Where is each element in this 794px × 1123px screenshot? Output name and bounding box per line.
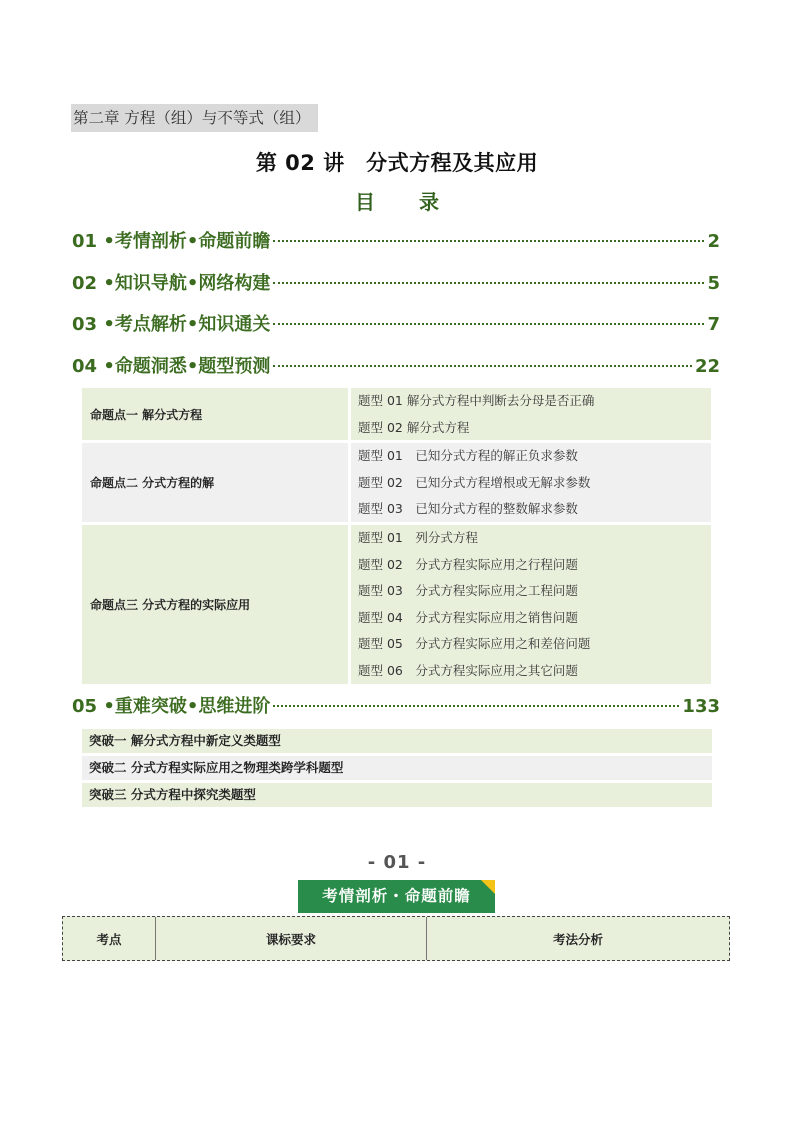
toc-entry-label: 02 •知识导航•网络构建	[72, 273, 271, 294]
section-banner	[298, 880, 495, 913]
question-type-item[interactable]: 题型 02 解分式方程	[358, 419, 470, 435]
toc-leader-dots	[273, 705, 679, 707]
toc-entry-page: 5	[707, 273, 720, 294]
toc-title: 目 录	[355, 190, 451, 214]
question-type-item[interactable]: 题型 06 分式方程实际应用之其它问题	[358, 662, 578, 678]
question-type-item[interactable]: 题型 03 已知分式方程的整数解求参数	[358, 501, 578, 517]
question-type-item[interactable]: 题型 03 分式方程实际应用之工程问题	[358, 583, 578, 599]
toc-leader-dots	[273, 240, 704, 242]
section-number: - 01 -	[367, 852, 427, 873]
toc-leader-dots	[273, 282, 704, 284]
lecture-title: 第 02 讲 分式方程及其应用	[255, 151, 539, 175]
toc-entry-page: 133	[682, 696, 720, 717]
table-header-kaodian: 考点	[96, 931, 122, 947]
question-type-item[interactable]: 题型 01 解分式方程中判断去分母是否正确	[358, 393, 595, 408]
section-banner-text: 考情剖析・命题前瞻	[322, 887, 471, 905]
toc-leader-dots	[273, 323, 704, 325]
question-type-item[interactable]: 题型 01 列分式方程	[358, 530, 478, 545]
breakthrough-item[interactable]: 突破一 解分式方程中新定义类题型	[82, 729, 712, 753]
question-type-item[interactable]: 题型 04 分式方程实际应用之销售问题	[358, 609, 578, 625]
proposition-types-1	[351, 388, 711, 440]
toc-entry-page: 7	[707, 314, 720, 335]
toc-entry-page: 22	[694, 356, 720, 377]
breakthrough-item[interactable]: 突破三 分式方程中探究类题型	[82, 783, 712, 807]
toc-entry-page: 2	[707, 231, 720, 252]
toc-entry-04[interactable]	[72, 353, 720, 381]
proposition-point-1[interactable]: 命题点一 解分式方程	[82, 388, 348, 440]
question-type-item[interactable]: 题型 01 已知分式方程的解正负求参数	[358, 448, 578, 463]
toc-entry-label: 05 •重难突破•思维进阶	[72, 696, 271, 717]
toc-entry-label: 04 •命题洞悉•题型预测	[72, 356, 271, 377]
question-type-item[interactable]: 题型 05 分式方程实际应用之和差倍问题	[358, 636, 591, 652]
chapter-header: 第二章 方程（组）与不等式（组）	[71, 104, 318, 132]
proposition-types-3	[351, 525, 711, 684]
proposition-point-3[interactable]: 命题点三 分式方程的实际应用	[82, 525, 348, 684]
proposition-table	[82, 388, 712, 684]
toc-entry-03[interactable]	[72, 311, 720, 339]
toc-entry-05[interactable]	[72, 693, 720, 721]
toc-leader-dots	[273, 365, 692, 367]
toc-entry-01[interactable]	[72, 228, 720, 256]
question-type-item[interactable]: 题型 02 已知分式方程增根或无解求参数	[358, 474, 591, 490]
table-header-analysis: 考法分析	[426, 917, 729, 960]
banner-corner-decoration	[481, 880, 495, 894]
table-header-curriculum: 课标要求	[155, 917, 426, 960]
proposition-point-2[interactable]: 命题点二 分式方程的解	[82, 443, 348, 522]
toc-entry-label: 01 •考情剖析•命题前瞻	[72, 231, 271, 252]
question-type-item[interactable]: 题型 02 分式方程实际应用之行程问题	[358, 556, 578, 572]
toc-entry-02[interactable]	[72, 270, 720, 298]
kaodian-table-header	[62, 916, 730, 961]
proposition-types-2	[351, 443, 711, 522]
breakthrough-list	[82, 729, 712, 810]
breakthrough-item[interactable]: 突破二 分式方程实际应用之物理类跨学科题型	[82, 756, 712, 780]
toc-entry-label: 03 •考点解析•知识通关	[72, 314, 271, 335]
